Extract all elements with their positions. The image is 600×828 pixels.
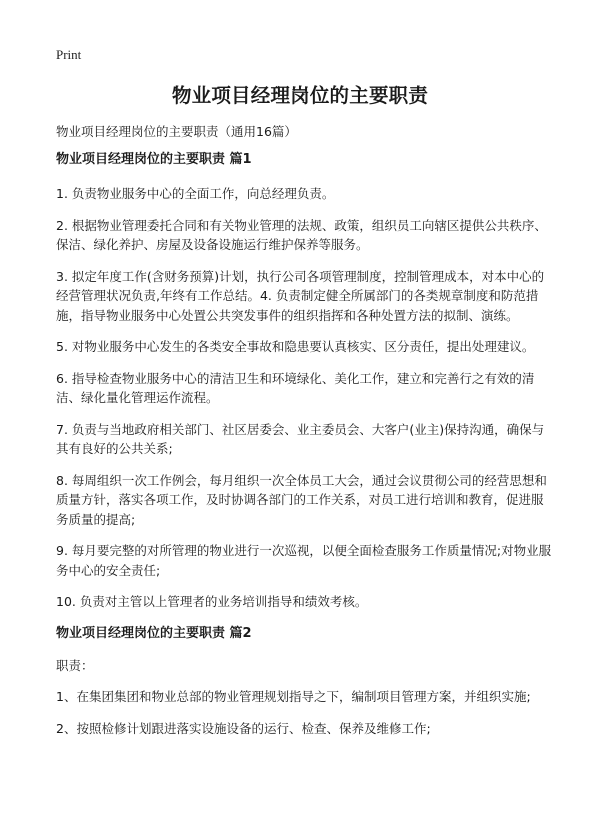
paragraph: 9. 每月要完整的对所管理的物业进行一次巡视，以便全面检查服务工作质量情况;对物业服务中心的安全责任;: [56, 543, 552, 578]
paragraph: 7. 负责与当地政府相关部门、社区居委会、业主委员会、大客户(业主)保持沟通，确保与其有良好的公共关系;: [56, 421, 545, 456]
paragraph: 6. 指导检查物业服务中心的清洁卫生和环境绿化、美化工作，建立和完善行之有效的清洁、绿化量化管理运作流程。: [56, 370, 535, 405]
paragraph: 2、按照检修计划跟进落实设施设备的运行、检查、保养及维修工作;: [56, 720, 431, 736]
document-title: 物业项目经理岗位的主要职责: [171, 84, 429, 107]
paragraph: 5. 对物业服务中心发生的各类安全事故和隐患要认真核实、区分责任，提出处理建议。: [56, 339, 535, 354]
paragraph: 2. 根据物业管理委托合同和有关物业管理的法规、政策，组织员工向辖区提供公共秩序、保洁、绿化养护、房屋及设备设施运行维护保养等服务。: [56, 217, 547, 252]
document-subtitle: 物业项目经理岗位的主要职责（通用16篇）: [56, 124, 297, 139]
section-heading-2: 物业项目经理岗位的主要职责 篇2: [56, 625, 252, 641]
paragraph: 职责：: [56, 657, 94, 673]
paragraph: 1. 负责物业服务中心的全面工作，向总经理负责。: [56, 186, 335, 201]
paragraph: 10. 负责对主管以上管理者的业务培训指导和绩效考核。: [56, 594, 368, 609]
print-link[interactable]: Print: [56, 47, 82, 62]
paragraph: 3. 拟定年度工作(含财务预算)计划，执行公司各项管理制度，控制管理成本，对本中心的经营管理状况负责,年终有工作总结。4. 负责制定健全所属部门的各类规章制度和防范措施，指导物业服务中心处置公共突发事件的组织指挥和各种处置方法的拟制、演练。: [56, 268, 545, 323]
section-heading-1: 物业项目经理岗位的主要职责 篇1: [56, 152, 252, 167]
paragraph: 8. 每周组织一次工作例会，每月组织一次全体员工大会，通过会议贯彻公司的经营思想和质量方针，落实各项工作，及时协调各部门的工作关系，对员工进行培训和教育，促进服务质量的提高;: [56, 472, 547, 527]
paragraph: 1、在集团集团和物业总部的物业管理规划指导之下，编制项目管理方案，并组织实施;: [56, 689, 531, 704]
document-body: [56, 150, 552, 750]
